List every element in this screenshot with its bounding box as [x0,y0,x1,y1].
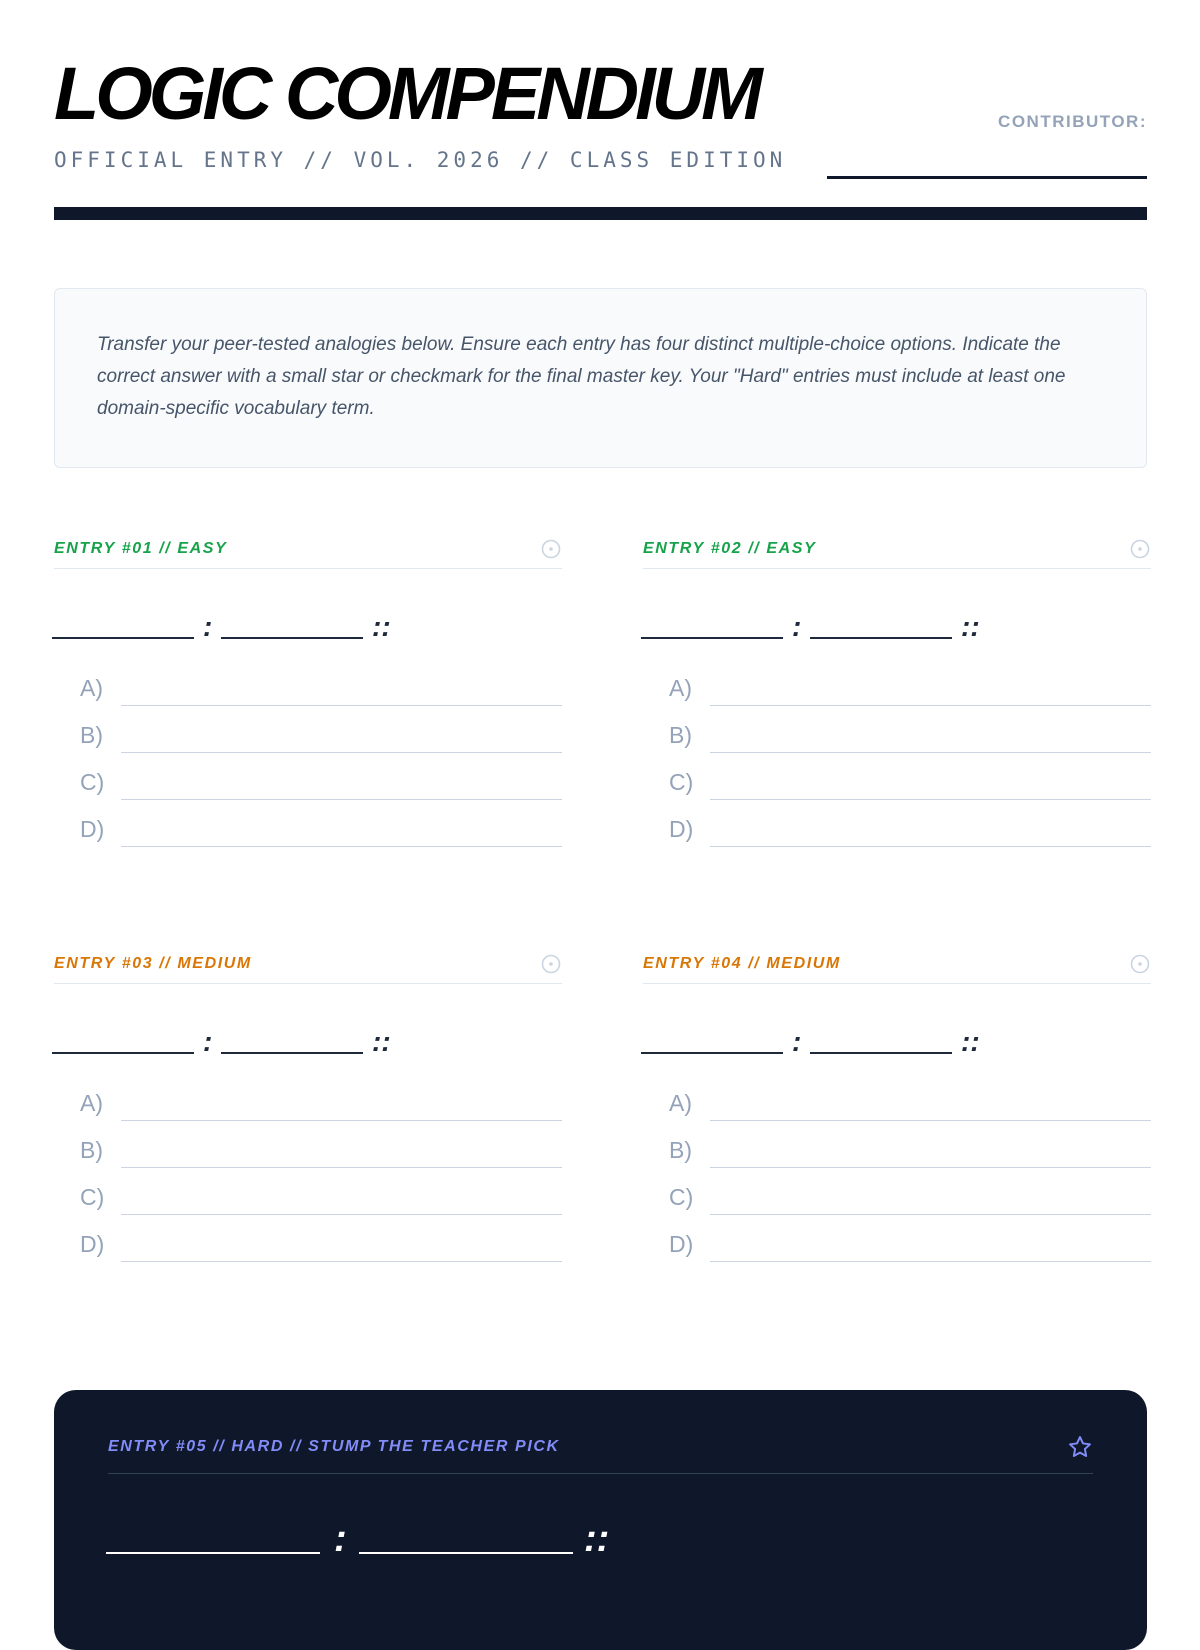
analogy-blank-2[interactable] [359,1552,573,1554]
page-title: LOGIC COMPENDIUM [54,52,759,135]
option-d[interactable] [54,810,562,857]
circle-target-icon[interactable] [540,538,562,560]
entry-label: ENTRY #01 // EASY [54,540,228,557]
entry-label: ENTRY #02 // EASY [643,540,817,557]
option-letter: A) [669,675,692,701]
analogy-blank-2[interactable] [221,1052,363,1054]
analogy-line [52,1022,562,1062]
option-d[interactable] [54,1225,562,1272]
contributor-label: CONTRIBUTOR: [998,112,1147,131]
analogy-double-colon: :: [961,1026,980,1057]
entry-card [643,945,1151,1272]
option-a[interactable] [54,669,562,716]
analogy-colon: : [792,1026,802,1057]
option-a[interactable] [643,669,1151,716]
hard-entry-header [108,1434,1093,1474]
option-letter: B) [669,1137,692,1163]
analogy-double-colon: :: [961,611,980,642]
option-answer-line[interactable] [710,705,1151,706]
entry-card [54,945,562,1272]
option-answer-line[interactable] [121,846,562,847]
option-b[interactable] [54,1131,562,1178]
circle-target-icon[interactable] [1129,538,1151,560]
option-letter: B) [669,722,692,748]
entry-header [54,945,562,984]
analogy-double-colon: :: [372,1026,391,1057]
entry-label: ENTRY #03 // MEDIUM [54,955,252,972]
circle-target-icon[interactable] [1129,953,1151,975]
option-answer-line[interactable] [710,1214,1151,1215]
option-answer-line[interactable] [121,752,562,753]
option-letter: B) [80,1137,103,1163]
option-answer-line[interactable] [121,705,562,706]
analogy-double-colon: :: [584,1518,610,1560]
star-icon[interactable] [1067,1434,1093,1460]
circle-target-icon[interactable] [540,953,562,975]
option-answer-line[interactable] [710,1261,1151,1262]
analogy-blank-2[interactable] [221,637,363,639]
entry-header [643,945,1151,984]
option-answer-line[interactable] [710,752,1151,753]
option-answer-line[interactable] [121,799,562,800]
header [54,48,1147,178]
option-letter: C) [80,769,105,795]
option-letter: B) [80,722,103,748]
option-answer-line[interactable] [710,846,1151,847]
hard-entry-card [54,1390,1147,1650]
analogy-blank-2[interactable] [810,1052,952,1054]
instructions-box [54,288,1147,468]
option-letter: C) [669,1184,694,1210]
option-b[interactable] [54,716,562,763]
analogy-blank-1[interactable] [52,1052,194,1054]
option-letter: D) [80,1231,105,1257]
option-letter: A) [669,1090,692,1116]
option-list [54,1084,562,1272]
option-letter: A) [80,1090,103,1116]
option-letter: C) [669,769,694,795]
hard-entry-label: ENTRY #05 // HARD // STUMP THE TEACHER PICK [108,1438,560,1455]
option-list [643,669,1151,857]
option-b[interactable] [643,1131,1151,1178]
header-divider [54,207,1147,220]
option-c[interactable] [54,1178,562,1225]
entry-card [54,530,562,857]
analogy-colon: : [203,1026,213,1057]
option-answer-line[interactable] [121,1214,562,1215]
entry-label: ENTRY #04 // MEDIUM [643,955,841,972]
option-answer-line[interactable] [710,1120,1151,1121]
option-answer-line[interactable] [710,1167,1151,1168]
analogy-blank-1[interactable] [52,637,194,639]
option-b[interactable] [643,716,1151,763]
analogy-colon: : [203,611,213,642]
option-letter: C) [80,1184,105,1210]
analogy-colon: : [334,1518,347,1560]
option-a[interactable] [54,1084,562,1131]
analogy-double-colon: :: [372,611,391,642]
entry-header [54,530,562,569]
analogy-colon: : [792,611,802,642]
analogy-blank-1[interactable] [106,1552,320,1554]
option-c[interactable] [54,763,562,810]
entry-card [643,530,1151,857]
option-answer-line[interactable] [121,1167,562,1168]
analogy-blank-1[interactable] [641,1052,783,1054]
option-list [643,1084,1151,1272]
option-a[interactable] [643,1084,1151,1131]
instructions-text: Transfer your peer-tested analogies below. Ensure each entry has four distinct multiple-choice options. Indicate the correct answer with a small star or checkmark for the final master key. Your "Hard" entries must include at least one domain-specific vocabulary term. [97,334,1066,419]
option-d[interactable] [643,810,1151,857]
entry-header [643,530,1151,569]
page-subtitle: OFFICIAL ENTRY // VOL. 2026 // CLASS EDITION [54,148,787,172]
analogy-line [52,607,562,647]
option-list [54,669,562,857]
analogy-blank-2[interactable] [810,637,952,639]
option-answer-line[interactable] [121,1120,562,1121]
option-answer-line[interactable] [121,1261,562,1262]
analogy-line [641,607,1151,647]
option-letter: A) [80,675,103,701]
option-letter: D) [669,816,694,842]
analogy-blank-1[interactable] [641,637,783,639]
analogy-line [641,1022,1151,1062]
option-c[interactable] [643,1178,1151,1225]
option-letter: D) [669,1231,694,1257]
option-letter: D) [80,816,105,842]
hard-analogy-line [106,1514,706,1564]
option-d[interactable] [643,1225,1151,1272]
option-c[interactable] [643,763,1151,810]
option-answer-line[interactable] [710,799,1151,800]
contributor-name-field[interactable] [827,176,1147,179]
